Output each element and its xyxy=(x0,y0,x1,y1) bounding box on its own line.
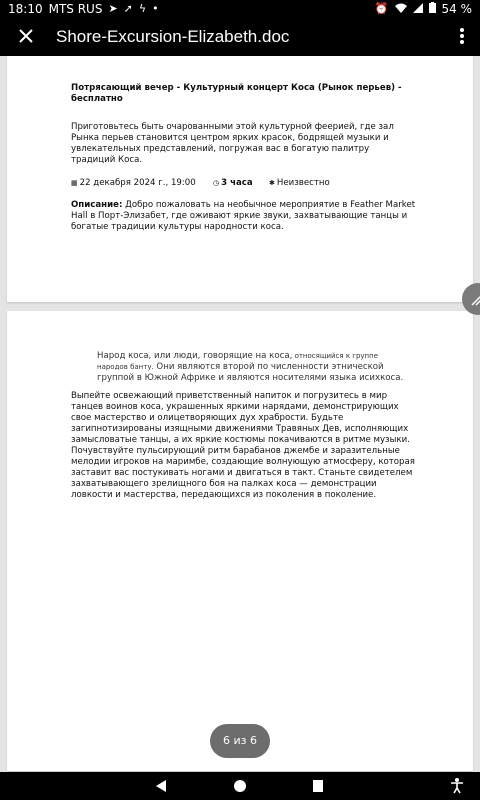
page-indicator: 6 из 6 xyxy=(210,724,270,758)
description-label: Описание: xyxy=(71,200,123,210)
wifi-icon xyxy=(395,2,407,16)
document-page-6 xyxy=(7,311,473,771)
event-duration xyxy=(213,178,253,188)
event-difficulty xyxy=(269,178,330,188)
description-text: Добро пожаловать на необычное мероприятие в Feather Market Hall в Порт-Элизабет, где оживают яркие звуки, захватывающие танцы и богатые традиции культуры народности коса. xyxy=(71,200,416,232)
event-duration-text: 3 часа xyxy=(221,178,253,188)
telegram-icon: ➤ xyxy=(108,2,118,15)
event-body: Выпейте освежающий приветственный напиток и погрузитесь в мир танцев воинов коса, украшенных яркими нарядами, демонстрирующих свое мастерство и олицетворяющих дух храбрости. Будьте загипнотизированы изящными движениями Травяных Дев, исполняющих замысловатые танцы, а их яркие костюмы покачиваются в ритме музыки. Почувствуйте пульсирующий ритм барабанов джембе и заразительные мелодии игроков на маримбе, создающие волнующую атмосферу, которая заставит вас постукивать ногами и двигаться в такт. Станьте свидетелем захватывающего зрелищного боя на палках коса — демонстрации ловкости и мастерства, передающихся из поколения в поколение. xyxy=(71,391,415,500)
clock-icon: ◷ xyxy=(213,179,220,187)
status-carrier: MTS RUS xyxy=(48,2,103,16)
event-meta xyxy=(71,178,371,192)
document-title: Shore-Excursion-Elizabeth.doc xyxy=(56,27,290,46)
recents-icon[interactable] xyxy=(312,778,324,797)
home-icon[interactable] xyxy=(233,778,247,797)
navigation-icon: ➚ xyxy=(123,2,133,15)
accessibility-icon[interactable] xyxy=(450,778,464,798)
close-icon[interactable] xyxy=(14,24,38,48)
event-intro: Приготовьтесь быть очарованными этой культурной феерией, где зал Рынка перьев становится центром ярких красок, бодрящей музыки и увлекательных представлений, погружая вас в богатую палитру традиций Коса. xyxy=(71,122,394,165)
sync-icon: ϟ xyxy=(138,2,147,15)
document-page-5 xyxy=(7,56,473,302)
back-icon[interactable] xyxy=(154,778,168,797)
battery-icon xyxy=(429,2,436,16)
app-bar xyxy=(0,18,480,56)
walking-icon: ✱ xyxy=(269,179,275,187)
xhosa-note-main: Народ коса, или люди, говорящие на коса, xyxy=(97,351,293,361)
signal-icon xyxy=(413,2,423,16)
xhosa-note-rest: Они являются второй по численности этнической группой в Южной Африке и являются носителями языка исихкоса. xyxy=(97,362,404,383)
drag-handle-icon xyxy=(468,289,480,309)
battery-level: 54 % xyxy=(441,2,472,16)
event-title: Потрясающий вечер - Культурный концерт Коса (Рынок перьев) - бесплатно xyxy=(71,83,402,104)
status-bar xyxy=(0,0,480,18)
xhosa-note xyxy=(97,351,407,384)
status-time: 18:10 xyxy=(8,2,43,16)
more-vert-icon[interactable] xyxy=(458,24,466,48)
alarm-icon: ⏰ xyxy=(374,2,389,15)
event-date-text: 22 декабря 2024 г., 19:00 xyxy=(79,178,196,188)
event-difficulty-text: Неизвестно xyxy=(276,178,330,188)
navigation-bar xyxy=(0,772,480,800)
event-description xyxy=(71,200,416,233)
event-date xyxy=(71,178,196,188)
calendar-icon: ▦ xyxy=(71,179,78,187)
signal-dots-icon: • xyxy=(152,2,159,15)
xhosa-note-small: относящийся к группе народов банту. xyxy=(97,352,379,371)
